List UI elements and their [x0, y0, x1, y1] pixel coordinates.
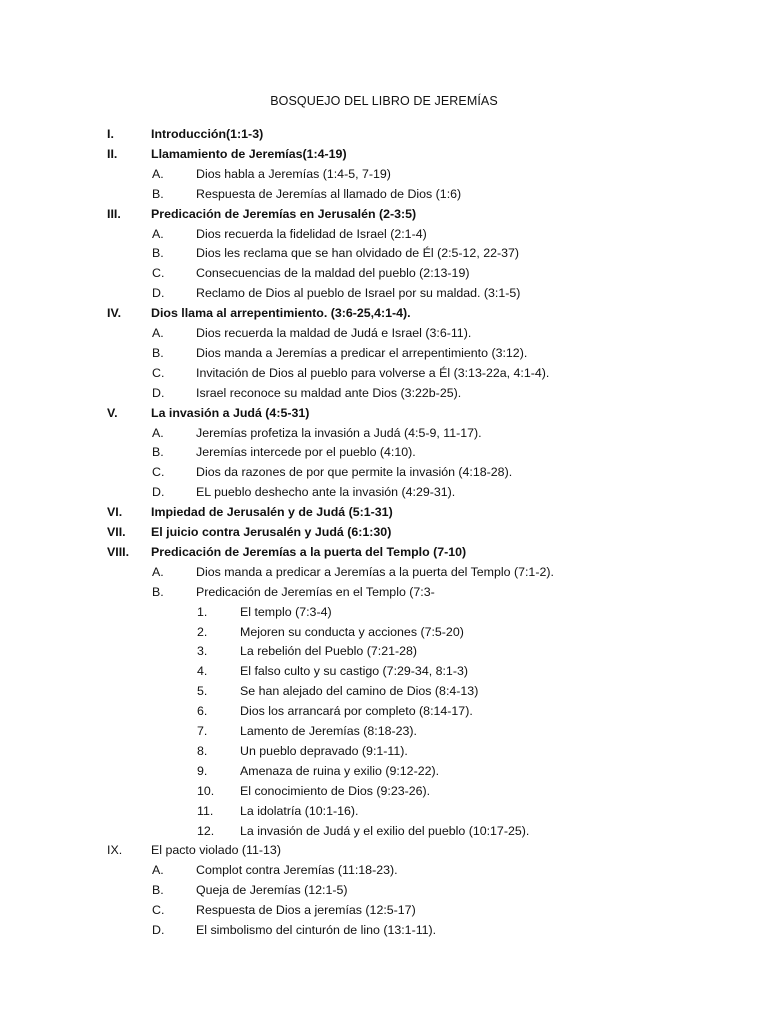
outline-item: [0, 583, 768, 601]
outline-item-number: IX.: [107, 843, 123, 857]
outline-item: [0, 424, 768, 442]
outline-item-number: V.: [107, 406, 118, 420]
outline-item-number: 9.: [197, 764, 208, 778]
outline-item-number: C.: [152, 903, 165, 917]
outline-item-text: Israel reconoce su maldad ante Dios (3:22b-25).: [196, 386, 462, 400]
outline-item-number: B.: [152, 585, 164, 599]
outline-item-text: Un pueblo depravado (9:1-11).: [240, 744, 408, 758]
outline-item: [0, 682, 768, 700]
outline-item-number: I.: [107, 127, 114, 141]
outline-item-number: D.: [152, 485, 165, 499]
outline-item-text: Predicación de Jeremías en Jerusalén (2-3:5): [151, 207, 417, 221]
outline-item-number: III.: [107, 207, 121, 221]
outline-item-number: 5.: [197, 684, 208, 698]
outline-item-number: VII.: [107, 525, 126, 539]
outline-item: [0, 921, 768, 939]
outline-item: [0, 443, 768, 461]
outline-item-text: Reclamo de Dios al pueblo de Israel por su maldad. (3:1-5): [196, 286, 521, 300]
outline-item-number: VIII.: [107, 545, 130, 559]
outline-item-text: La invasión a Judá (4:5-31): [151, 406, 310, 420]
outline-item: [0, 762, 768, 780]
outline-item-number: D.: [152, 386, 165, 400]
outline-item-text: El templo (7:3-4): [240, 605, 332, 619]
outline-item-number: 8.: [197, 744, 208, 758]
outline-item: [0, 861, 768, 879]
outline-item-text: Amenaza de ruina y exilio (9:12-22).: [240, 764, 440, 778]
outline-item: [0, 523, 768, 541]
outline-item: [0, 384, 768, 402]
outline-item: [0, 404, 768, 422]
outline-item-text: Predicación de Jeremías a la puerta del Templo (7-10): [151, 545, 467, 559]
outline-item: [0, 623, 768, 641]
outline-item: [0, 662, 768, 680]
outline-item-number: 4.: [197, 664, 208, 678]
outline-item: [0, 841, 768, 859]
outline-item: [0, 603, 768, 621]
outline-item-text: Lamento de Jeremías (8:18-23).: [240, 724, 418, 738]
outline-item-text: Complot contra Jeremías (11:18-23).: [196, 863, 398, 877]
outline-item: [0, 185, 768, 203]
outline-item: [0, 284, 768, 302]
outline-item: [0, 125, 768, 143]
outline-item-text: El conocimiento de Dios (9:23-26).: [240, 784, 431, 798]
outline-item: [0, 901, 768, 919]
outline-item: [0, 543, 768, 561]
outline-item-number: A.: [152, 863, 164, 877]
outline-item-number: D.: [152, 286, 165, 300]
outline-item-number: VI.: [107, 505, 123, 519]
outline-item: [0, 304, 768, 322]
outline-item-text: El juicio contra Jerusalén y Judá (6:1:30): [151, 525, 392, 539]
outline-item-number: 1.: [197, 605, 208, 619]
outline-item-number: B.: [152, 187, 164, 201]
outline-item: [0, 205, 768, 223]
outline-item: [0, 702, 768, 720]
outline-item-text: Dios da razones de por que permite la invasión (4:18-28).: [196, 465, 513, 479]
outline-item-text: Jeremías intercede por el pueblo (4:10).: [196, 445, 416, 459]
outline-item-number: A.: [152, 565, 164, 579]
outline-item-number: C.: [152, 465, 165, 479]
outline-item-text: Mejoren su conducta y acciones (7:5-20): [240, 625, 464, 639]
outline-item-text: El simbolismo del cinturón de lino (13:1-11).: [196, 923, 437, 937]
outline-item-number: 2.: [197, 625, 208, 639]
outline-item-number: D.: [152, 923, 165, 937]
outline-item: [0, 503, 768, 521]
outline-item-number: A.: [152, 227, 164, 241]
outline-item: [0, 463, 768, 481]
outline-item-text: Respuesta de Jeremías al llamado de Dios (1:6): [196, 187, 462, 201]
outline-item-number: 3.: [197, 644, 208, 658]
outline-item-text: La idolatría (10:1-16).: [240, 804, 359, 818]
outline-item: [0, 364, 768, 382]
outline-item-text: Queja de Jeremías (12:1-5): [196, 883, 348, 897]
outline-item-text: El falso culto y su castigo (7:29-34, 8:1-3): [240, 664, 468, 678]
outline-item-text: Introducción(1:1-3): [151, 127, 264, 141]
outline-item-number: 6.: [197, 704, 208, 718]
outline-item-text: La rebelión del Pueblo (7:21-28): [240, 644, 418, 658]
outline-item-text: Jeremías profetiza la invasión a Judá (4:5-9, 11-17).: [196, 426, 482, 440]
outline-item-text: EL pueblo deshecho ante la invasión (4:29-31).: [196, 485, 456, 499]
outline-item: [0, 822, 768, 840]
outline-item-text: Consecuencias de la maldad del pueblo (2:13-19): [196, 266, 470, 280]
outline-item: [0, 802, 768, 820]
outline-item: [0, 344, 768, 362]
outline-item: [0, 225, 768, 243]
outline-item-number: B.: [152, 246, 164, 260]
outline-item: [0, 483, 768, 501]
outline-item: [0, 244, 768, 262]
outline-item: [0, 324, 768, 342]
outline-item-text: Dios habla a Jeremías (1:4-5, 7-19): [196, 167, 391, 181]
outline-item-number: B.: [152, 346, 164, 360]
outline-item-text: Invitación de Dios al pueblo para volverse a Él (3:13-22a, 4:1-4).: [196, 366, 550, 380]
outline-item-text: Dios manda a Jeremías a predicar el arrepentimiento (3:12).: [196, 346, 528, 360]
outline-item-number: II.: [107, 147, 118, 161]
outline-item-number: A.: [152, 426, 164, 440]
outline-item-text: Respuesta de Dios a jeremías (12:5-17): [196, 903, 416, 917]
outline-item-number: B.: [152, 445, 164, 459]
outline-item-number: IV.: [107, 306, 122, 320]
outline-item-number: 7.: [197, 724, 208, 738]
outline-item: [0, 145, 768, 163]
outline-item-text: Predicación de Jeremías en el Templo (7:3-: [196, 585, 435, 599]
outline-item-text: Dios llama al arrepentimiento. (3:6-25,4:1-4).: [151, 306, 411, 320]
outline-item-number: B.: [152, 883, 164, 897]
outline-item-number: A.: [152, 326, 164, 340]
outline-item: [0, 782, 768, 800]
outline-item-text: Dios recuerda la maldad de Judá e Israel (3:6-11).: [196, 326, 472, 340]
outline-item-text: La invasión de Judá y el exilio del pueblo (10:17-25).: [240, 824, 530, 838]
outline-item-text: Llamamiento de Jeremías(1:4-19): [151, 147, 347, 161]
outline-item-number: A.: [152, 167, 164, 181]
outline-item-number: 11.: [197, 804, 214, 818]
outline-item-text: Se han alejado del camino de Dios (8:4-13): [240, 684, 479, 698]
outline-item: [0, 165, 768, 183]
outline-item: [0, 881, 768, 899]
outline-item-text: El pacto violado (11-13): [151, 843, 281, 857]
outline-item: [0, 264, 768, 282]
outline-item-text: Impiedad de Jerusalén y de Judá (5:1-31): [151, 505, 393, 519]
outline-item: [0, 563, 768, 581]
outline-item-number: C.: [152, 366, 165, 380]
outline-item-text: Dios manda a predicar a Jeremías a la puerta del Templo (7:1-2).: [196, 565, 554, 579]
outline-item: [0, 642, 768, 660]
outline-item-text: Dios les reclama que se han olvidado de Él (2:5-12, 22-37): [196, 246, 520, 260]
outline-item-number: 12.: [197, 824, 215, 838]
outline-item: [0, 742, 768, 760]
outline-item: [0, 722, 768, 740]
outline-item-text: Dios recuerda la fidelidad de Israel (2:1-4): [196, 227, 427, 241]
outline-item-text: Dios los arrancará por completo (8:14-17).: [240, 704, 473, 718]
outline-item-number: 10.: [197, 784, 215, 798]
outline-item-number: C.: [152, 266, 165, 280]
document-title: BOSQUEJO DEL LIBRO DE JEREMÍAS: [270, 94, 498, 108]
